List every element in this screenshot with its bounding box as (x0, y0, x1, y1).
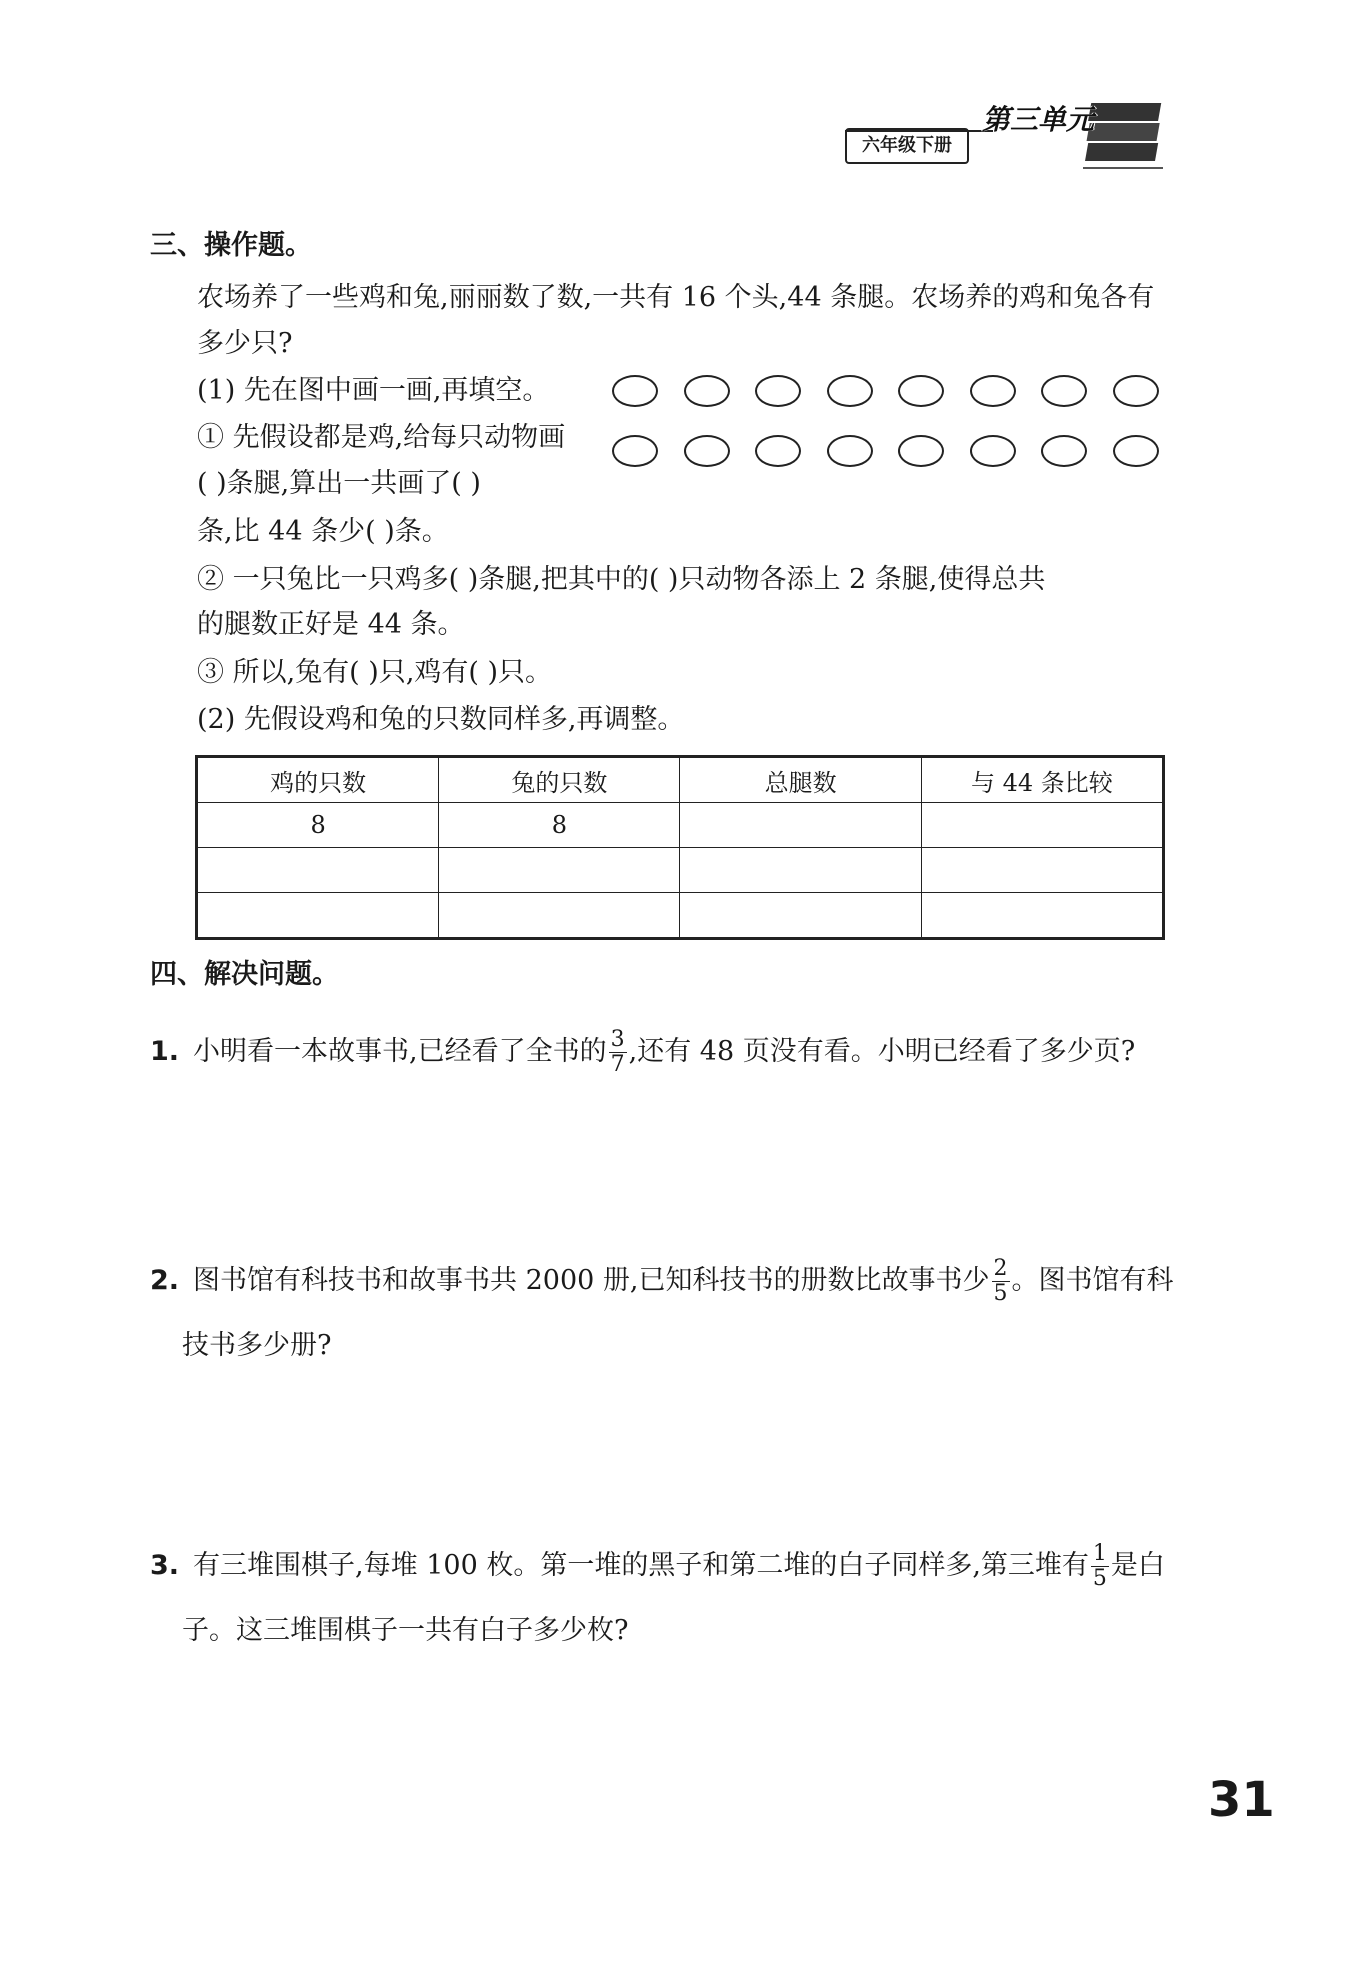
step-1-line-3: 条,比 44 条少( )条。 (197, 516, 449, 547)
chicken-rabbit-table (195, 755, 1165, 940)
table-cell[interactable] (439, 893, 680, 939)
fraction-numerator: 2 (993, 1255, 1008, 1281)
animal-oval[interactable] (755, 435, 801, 467)
question-2-number: 2. (150, 1265, 180, 1296)
table-cell[interactable]: 8 (197, 803, 439, 848)
table-row (197, 803, 1164, 848)
question-3-text-before: 有三堆围棋子,每堆 100 枚。第一堆的黑子和第二堆的白子同样多,第三堆有 (193, 1550, 1089, 1581)
animal-oval[interactable] (827, 375, 873, 407)
table-row (197, 893, 1164, 939)
table-header-cell: 鸡的只数 (197, 757, 439, 803)
animal-oval[interactable] (898, 435, 944, 467)
table-cell[interactable] (680, 848, 921, 893)
animal-oval[interactable] (684, 435, 730, 467)
question-3-line-2: 子。这三堆围棋子一共有白子多少枚? (182, 1615, 629, 1646)
question-1 (150, 1022, 1135, 1082)
question-3 (150, 1536, 1165, 1596)
question-2 (150, 1251, 1174, 1311)
section-3-heading: 三、操作题。 (150, 230, 312, 261)
fraction-denominator: 5 (993, 1280, 1008, 1306)
problem-text-line-2: 多少只? (197, 328, 293, 359)
table-row (197, 848, 1164, 893)
problem-text-line-1: 农场养了一些鸡和兔,丽丽数了数,一共有 16 个头,44 条腿。农场养的鸡和兔各有 (197, 282, 1155, 313)
step-1-line-2: ( )条腿,算出一共画了( ) (197, 468, 481, 499)
animal-oval[interactable] (1041, 435, 1087, 467)
table-header-cell: 总腿数 (680, 757, 921, 803)
fraction-denominator: 5 (1092, 1565, 1107, 1591)
part-1-title: (1) 先在图中画一画,再填空。 (197, 375, 550, 406)
table-cell[interactable] (921, 848, 1163, 893)
question-1-number: 1. (150, 1036, 180, 1067)
page-number: 31 (1208, 1772, 1275, 1828)
fraction-3-7 (609, 1028, 627, 1077)
animal-oval[interactable] (1041, 375, 1087, 407)
table-cell[interactable] (439, 848, 680, 893)
grade-label: 六年级下册 (845, 128, 969, 164)
animal-oval[interactable] (970, 435, 1016, 467)
animal-oval[interactable] (1113, 375, 1159, 407)
animal-oval[interactable] (898, 375, 944, 407)
animal-oval[interactable] (755, 375, 801, 407)
table-header-row (197, 757, 1164, 803)
animal-oval[interactable] (827, 435, 873, 467)
question-1-text-before: 小明看一本故事书,已经看了全书的 (193, 1036, 607, 1067)
question-1-text-after: ,还有 48 页没有看。小明已经看了多少页? (628, 1036, 1136, 1067)
fraction-denominator: 7 (610, 1051, 625, 1077)
unit-title: 第三单元 (982, 103, 1095, 136)
table-cell[interactable] (921, 893, 1163, 939)
step-2-line-1: ② 一只兔比一只鸡多( )条腿,把其中的( )只动物各添上 2 条腿,使得总共 (197, 564, 1046, 595)
animal-oval[interactable] (970, 375, 1016, 407)
animal-oval[interactable] (1113, 435, 1159, 467)
table-cell[interactable] (197, 893, 439, 939)
question-2-text-before: 图书馆有科技书和故事书共 2000 册,已知科技书的册数比故事书少 (193, 1265, 990, 1296)
section-4-heading: 四、解决问题。 (150, 959, 339, 990)
table-header-cell: 兔的只数 (439, 757, 680, 803)
animal-oval[interactable] (612, 435, 658, 467)
fraction-1-5 (1091, 1542, 1109, 1591)
fraction-2-5 (992, 1257, 1010, 1306)
table-cell[interactable] (680, 893, 921, 939)
step-1-line-1: ① 先假设都是鸡,给每只动物画 (197, 422, 566, 453)
step-3: ③ 所以,兔有( )只,鸡有( )只。 (197, 657, 553, 688)
animal-oval[interactable] (612, 375, 658, 407)
part-2-title: (2) 先假设鸡和兔的只数同样多,再调整。 (197, 704, 685, 735)
question-2-text-after: 。图书馆有科 (1011, 1265, 1174, 1296)
table-cell[interactable] (921, 803, 1163, 848)
table-cell[interactable] (197, 848, 439, 893)
drawing-ovals[interactable] (612, 375, 1172, 475)
table-cell[interactable] (680, 803, 921, 848)
step-2-line-2: 的腿数正好是 44 条。 (197, 609, 465, 640)
fraction-numerator: 1 (1092, 1540, 1107, 1566)
table-header-cell: 与 44 条比较 (921, 757, 1163, 803)
question-3-text-after: 是白 (1110, 1550, 1165, 1581)
question-3-number: 3. (150, 1550, 180, 1581)
question-2-line-2: 技书多少册? (182, 1330, 332, 1361)
animal-oval[interactable] (684, 375, 730, 407)
fraction-numerator: 3 (610, 1026, 625, 1052)
table-cell[interactable]: 8 (439, 803, 680, 848)
